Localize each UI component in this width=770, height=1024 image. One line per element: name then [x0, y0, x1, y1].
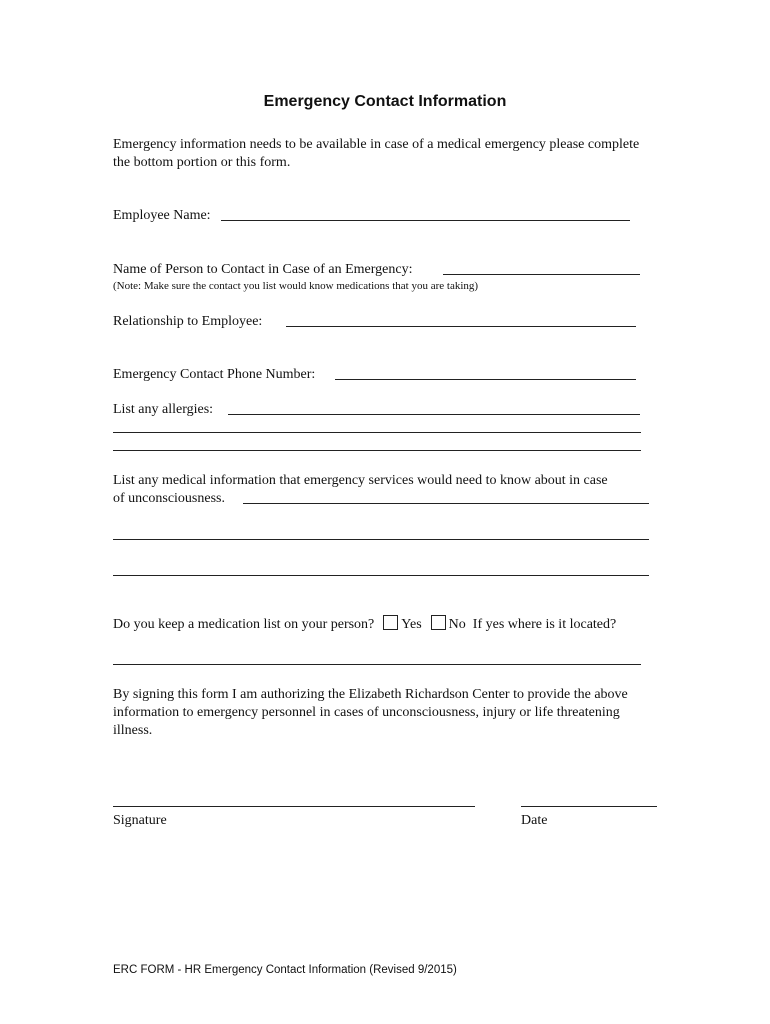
- contact-person-label: Name of Person to Contact in Case of an Emergency:: [113, 262, 413, 277]
- relationship-field[interactable]: [286, 326, 636, 327]
- authorization-text: By signing this form I am authorizing the Elizabeth Richardson Center to provide the above information to emergency personnel in cases of unconsciousness, injury or life threatening illness.: [113, 687, 628, 738]
- medical-info-field-3[interactable]: [113, 575, 649, 576]
- allergies-label: List any allergies:: [113, 402, 214, 417]
- phone-label: Emergency Contact Phone Number:: [113, 367, 316, 382]
- form-footer: ERC FORM - HR Emergency Contact Information (Revised 9/2015): [113, 964, 457, 976]
- phone-field[interactable]: [335, 379, 636, 380]
- employee-name-field[interactable]: [221, 220, 630, 221]
- allergies-field-2[interactable]: [113, 432, 641, 433]
- medical-info-field-2[interactable]: [113, 539, 649, 540]
- medication-question-row: [113, 615, 616, 634]
- form-title: Emergency Contact Information: [263, 93, 507, 110]
- medical-info-label-cont: of unconsciousness.: [113, 491, 225, 506]
- contact-person-field[interactable]: [443, 274, 640, 275]
- medical-info-field-1[interactable]: [243, 503, 649, 504]
- employee-name-label: Employee Name:: [113, 208, 211, 223]
- contact-note: (Note: Make sure the contact you list would know medications that you are taking): [113, 280, 479, 292]
- no-checkbox[interactable]: [431, 615, 446, 630]
- intro-text: Emergency information needs to be available in case of a medical emergency please complete the bottom portion or this form.: [113, 137, 640, 170]
- yes-label: Yes: [401, 617, 422, 632]
- medication-location-field[interactable]: [113, 664, 641, 665]
- allergies-field-3[interactable]: [113, 450, 641, 451]
- relationship-label: Relationship to Employee:: [113, 314, 263, 329]
- date-field[interactable]: [521, 806, 657, 807]
- no-label: No: [448, 617, 466, 632]
- medication-question: Do you keep a medication list on your person?: [113, 617, 375, 632]
- medical-info-label: List any medical information that emergency services would need to know about in case: [113, 473, 608, 488]
- location-question: If yes where is it located?: [472, 617, 617, 632]
- date-label: Date: [521, 813, 548, 828]
- signature-field[interactable]: [113, 806, 475, 807]
- allergies-field-1[interactable]: [228, 414, 640, 415]
- yes-checkbox[interactable]: [383, 615, 398, 630]
- signature-label: Signature: [113, 813, 167, 828]
